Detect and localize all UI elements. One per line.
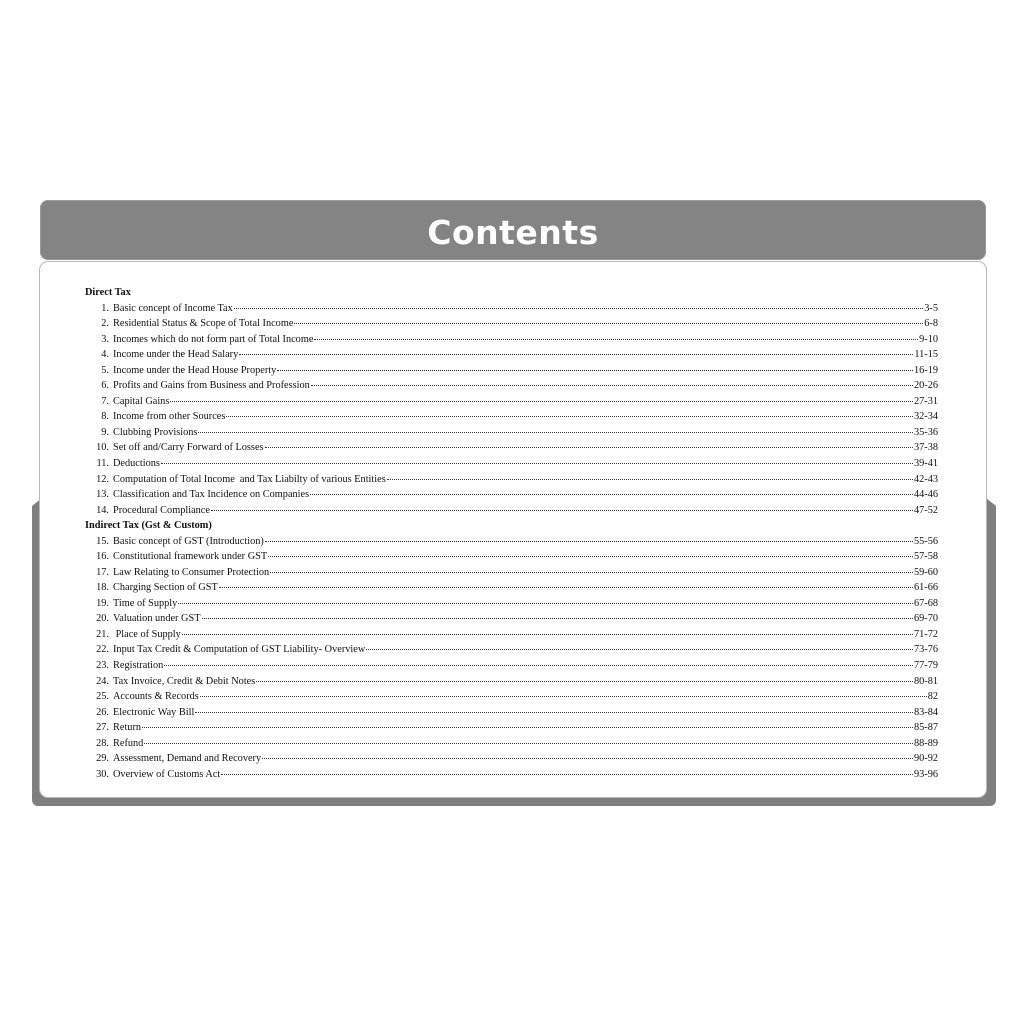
toc-entry-pages: 20-26 — [913, 380, 938, 392]
toc-entry-title: Electronic Way Bill — [113, 706, 195, 718]
toc-entry-title: Time of Supply — [113, 597, 178, 609]
dot-leader — [198, 431, 913, 433]
toc-entry-title: Profits and Gains from Business and Profession — [113, 380, 310, 392]
toc-entry-number: 9. — [101, 426, 109, 438]
toc-entry-number: 5. — [101, 364, 109, 376]
dot-leader — [219, 586, 913, 588]
toc-entry — [85, 767, 938, 783]
toc-entry-title: Input Tax Credit & Computation of GST Liability- Overview — [113, 644, 366, 656]
dot-leader — [387, 478, 913, 480]
toc-entry-pages: 88-89 — [913, 737, 938, 749]
toc-entry — [85, 347, 938, 363]
dot-leader — [142, 726, 913, 728]
toc-entry — [85, 378, 938, 394]
toc-entry-title: Residential Status & Scope of Total Income — [113, 318, 294, 330]
toc-entry — [85, 611, 938, 627]
toc-entry-pages: 16-19 — [913, 364, 938, 376]
toc-entry — [85, 674, 938, 690]
dot-leader — [265, 446, 913, 448]
toc-entry — [85, 580, 938, 596]
toc-entry-pages: 85-87 — [913, 722, 938, 734]
toc-entry-number: 10. — [96, 442, 109, 454]
toc-entry-number: 19. — [96, 597, 109, 609]
toc-entry-title: Tax Invoice, Credit & Debit Notes — [113, 675, 256, 687]
dot-leader — [211, 509, 913, 511]
toc-entry — [85, 751, 938, 767]
dot-leader — [270, 571, 913, 573]
toc-entry — [85, 549, 938, 565]
toc-entry-title: Set off and/Carry Forward of Losses — [113, 442, 264, 454]
toc-entry-title: Deductions — [113, 457, 160, 469]
toc-entry-number: 3. — [101, 333, 109, 345]
toc-entry-number: 14. — [96, 504, 109, 516]
toc-entry-title: Constitutional framework under GST — [113, 551, 268, 563]
toc-entry-number: 25. — [96, 691, 109, 703]
toc-entry-number: 29. — [96, 753, 109, 765]
toc-entry — [85, 301, 938, 317]
toc-entry-number: 26. — [96, 706, 109, 718]
toc-entry-title: Incomes which do not form part of Total Income — [113, 333, 314, 345]
toc-entry-pages: 42-43 — [913, 473, 938, 485]
toc-entry-pages: 47-52 — [913, 504, 938, 516]
section-heading: Direct Tax — [85, 287, 131, 298]
toc-entry-number: 24. — [96, 675, 109, 687]
toc-entry-pages: 6-8 — [924, 318, 938, 330]
dot-leader — [182, 633, 913, 635]
toc-entry-pages: 93-96 — [913, 768, 938, 780]
toc-entry-number: 21. — [96, 628, 109, 640]
toc-entry — [85, 503, 938, 519]
toc-entry-number: 23. — [96, 660, 109, 672]
toc-entry-number: 6. — [101, 380, 109, 392]
toc-entry-pages: 73-76 — [913, 644, 938, 656]
toc-entry-number: 30. — [96, 768, 109, 780]
contents-header — [40, 200, 986, 260]
toc-entry-number: 13. — [96, 489, 109, 501]
toc-entry-title: Income from other Sources — [113, 411, 226, 423]
toc-entry-title: Basic concept of Income Tax — [113, 302, 233, 314]
page-title: Contents — [427, 212, 599, 252]
toc-entry — [85, 487, 938, 503]
toc-entry-pages: 37-38 — [913, 442, 938, 454]
toc-entry-pages: 3-5 — [924, 302, 938, 314]
toc-entry — [85, 627, 938, 643]
toc-entry-title: Valuation under GST — [113, 613, 201, 625]
toc-entry-pages: 11-15 — [914, 349, 938, 361]
dot-leader — [170, 400, 913, 402]
dot-leader — [221, 773, 913, 775]
toc-entry — [85, 736, 938, 752]
toc-entry-title: Income under the Head Salary — [113, 349, 239, 361]
dot-leader — [310, 493, 913, 495]
toc-entry-number: 1. — [101, 302, 109, 314]
dot-leader — [262, 757, 913, 759]
toc-entry-pages: 83-84 — [913, 706, 938, 718]
toc-entry-pages: 35-36 — [913, 426, 938, 438]
toc-entry-pages: 71-72 — [913, 628, 938, 640]
toc-entry — [85, 440, 938, 456]
toc-entry-number: 16. — [96, 551, 109, 563]
toc-entry-title: Clubbing Provisions — [113, 426, 198, 438]
table-of-contents — [85, 285, 938, 782]
toc-entry — [85, 596, 938, 612]
toc-entry-title: Place of Supply — [113, 628, 181, 640]
toc-entry — [85, 394, 938, 410]
toc-entry — [85, 363, 938, 379]
toc-entry-number: 28. — [96, 737, 109, 749]
toc-entry-number: 27. — [96, 722, 109, 734]
toc-entry-title: Basic concept of GST (Introduction) — [113, 535, 264, 547]
toc-entry-title: Return — [113, 722, 142, 734]
toc-entry-pages: 32-34 — [913, 411, 938, 423]
toc-entry-title: Accounts & Records — [113, 691, 199, 703]
dot-leader — [268, 555, 913, 557]
toc-entry-title: Classification and Tax Incidence on Companies — [113, 489, 310, 501]
toc-entry-pages: 67-68 — [913, 597, 938, 609]
toc-entry-number: 11. — [96, 457, 109, 469]
toc-entry — [85, 534, 938, 550]
toc-entry-number: 2. — [101, 318, 109, 330]
toc-entry-pages: 59-60 — [913, 566, 938, 578]
toc-entry-number: 15. — [96, 535, 109, 547]
toc-entry-pages: 90-92 — [913, 753, 938, 765]
toc-entry — [85, 425, 938, 441]
dot-leader — [144, 742, 913, 744]
toc-entry — [85, 409, 938, 425]
toc-entry-title: Assessment, Demand and Recovery — [113, 753, 262, 765]
toc-entry-title: Computation of Total Income and Tax Liabilty of various Entities — [113, 473, 386, 485]
toc-entry-number: 17. — [96, 566, 109, 578]
dot-leader — [202, 617, 913, 619]
dot-leader — [294, 322, 923, 324]
dot-leader — [161, 462, 913, 464]
contents-card — [40, 262, 986, 797]
toc-entry — [85, 705, 938, 721]
toc-entry-pages: 77-79 — [913, 660, 938, 672]
toc-entry — [85, 332, 938, 348]
dot-leader — [234, 307, 924, 309]
toc-entry-number: 7. — [101, 395, 109, 407]
section-heading: Indirect Tax (Gst & Custom) — [85, 520, 212, 532]
dot-leader — [239, 353, 913, 355]
toc-entry-title: Law Relating to Consumer Protection — [113, 566, 270, 578]
toc-entry — [85, 456, 938, 472]
dot-leader — [164, 664, 913, 666]
toc-entry-number: 4. — [101, 349, 109, 361]
toc-entry-pages: 27-31 — [913, 395, 938, 407]
toc-entry-number: 22. — [96, 644, 109, 656]
toc-entry — [85, 316, 938, 332]
dot-leader — [178, 602, 913, 604]
toc-entry-pages: 69-70 — [913, 613, 938, 625]
dot-leader — [277, 369, 913, 371]
toc-entry-title: Capital Gains — [113, 395, 170, 407]
toc-entry-title: Income under the Head House Property — [113, 364, 277, 376]
toc-entry-pages: 55-56 — [913, 535, 938, 547]
toc-entry-title: Refund — [113, 737, 144, 749]
toc-entry-pages: 57-58 — [913, 551, 938, 563]
toc-entry-pages: 39-41 — [913, 457, 938, 469]
toc-entry-pages: 9-10 — [919, 333, 938, 345]
toc-entry — [85, 565, 938, 581]
toc-entry-number: 18. — [96, 582, 109, 594]
toc-entry — [85, 472, 938, 488]
toc-entry — [85, 658, 938, 674]
toc-entry-title: Procedural Compliance — [113, 504, 210, 516]
toc-entry-title: Registration — [113, 660, 164, 672]
dot-leader — [256, 680, 913, 682]
toc-entry-number: 20. — [96, 613, 109, 625]
toc-entry-number: 8. — [101, 411, 109, 423]
dot-leader — [200, 695, 927, 697]
toc-entry-pages: 80-81 — [913, 675, 938, 687]
toc-entry — [85, 642, 938, 658]
dot-leader — [265, 540, 913, 542]
toc-entry-pages: 82 — [927, 691, 938, 703]
toc-entry-title: Charging Section of GST — [113, 582, 218, 594]
dot-leader — [314, 338, 918, 340]
dot-leader — [311, 384, 913, 386]
toc-entry-pages: 61-66 — [913, 582, 938, 594]
toc-entry-pages: 44-46 — [913, 489, 938, 501]
toc-entry — [85, 720, 938, 736]
dot-leader — [366, 648, 913, 650]
dot-leader — [226, 415, 913, 417]
toc-entry-title: Overview of Customs Act — [113, 768, 221, 780]
toc-entry-number: 12. — [96, 473, 109, 485]
dot-leader — [195, 711, 913, 713]
toc-entry — [85, 689, 938, 705]
